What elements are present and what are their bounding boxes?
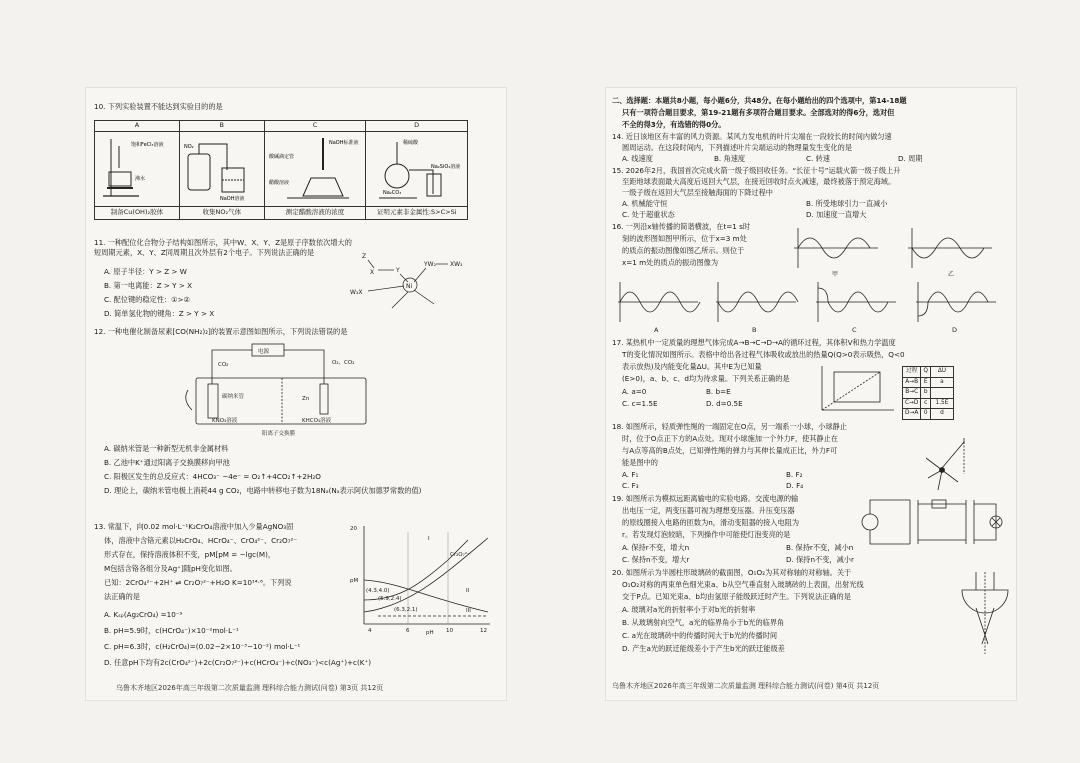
atom-z-top: Z xyxy=(362,253,367,260)
o2-co2-out-label: O₂、CO₂ xyxy=(332,360,355,366)
label-burette: 酸碱滴定管 xyxy=(269,153,295,160)
section-two-line-2: 只有一项符合题目要求，第19-21题有多项符合题目要求。全部选对的得6分，选对但 xyxy=(622,108,895,117)
label-naoh-standard: NaOH标准液 xyxy=(329,139,359,146)
exam-page-4 xyxy=(606,88,1016,700)
q13-stem-line-3: 形式存在，保持溶液体积不变，pM[pM = −lgc(M)， xyxy=(104,550,276,559)
q19-stem-4: r。若发现灯泡较暗，下列操作中可能使灯泡变亮的是 xyxy=(622,530,791,539)
carbon-nanotube-label: 碳纳米管 xyxy=(222,394,245,400)
gas-collection-diagram xyxy=(182,134,262,204)
x-axis-ph-label: pH xyxy=(426,630,434,636)
q15-option-c: C. 处于超重状态 xyxy=(622,210,675,219)
acid-strength-diagram xyxy=(369,134,465,204)
q18-stem-1: 18. 如图所示，轻质弹性绳的一端固定在O点，另一端系一小球，小球静止 xyxy=(612,422,848,431)
q13-stem-line-5: 已知：2CrO₄²⁻+2H⁺ ⇌ Cr₂O₇²⁻+H₂O K=10¹⁴·⁶。下列说 xyxy=(104,578,292,587)
q10-stem: 10. 下列实验装置不能达到实验目的的是 xyxy=(94,102,223,111)
q19-stem-1: 19. 如图所示为模拟远距离输电的实验电路。交流电源的输 xyxy=(612,494,799,503)
point-43-label: (4.3,4.0) xyxy=(366,588,390,594)
exam-page-3 xyxy=(86,88,506,700)
q10-apparatus-d xyxy=(366,131,468,206)
atom-x-left: X xyxy=(370,269,375,276)
q19-stem-3: 的原线圈接入电路的匝数为n，滑动变阻器的接入电阻为 xyxy=(622,518,800,527)
q16-stem-4: x=1 m处的质点的振动图像为 xyxy=(622,258,719,267)
q14-option-b: B. 角速度 xyxy=(714,154,746,163)
q17-vt-cycle-graph xyxy=(816,364,896,416)
q19-transmission-circuit xyxy=(856,494,1006,550)
q18-stem-4: 能是图中的 xyxy=(622,458,658,467)
q12-electrolysis-cell xyxy=(182,340,382,438)
page-4-footer: 乌鲁木齐地区2026年高三年级第二次质量监测 理科综合能力测试(问卷) 第4页 共12页 xyxy=(612,682,880,690)
q17-option-c: C. c=1.5E xyxy=(622,399,658,408)
q19-option-d: D. 保持n不变，减小r xyxy=(786,555,854,564)
q10-caption-b: 收集NO₂气体 xyxy=(179,206,264,219)
q13-option-d: D. 任意pH下均有2c(CrO₄²⁻)+2c(Cr₂O₇²⁻)+c(HCrO₄⁻)+c(NO₃⁻)<c(Ag⁺)+c(K⁺) xyxy=(104,658,372,667)
label-no2: NO₂ xyxy=(183,143,194,150)
khco3-solution-label: KHCO₃溶液 xyxy=(302,418,332,424)
q13-stem-line-1: 13. 常温下，向0.02 mol·L⁻¹K₂CrO₄溶液中加入少量AgNO₃固 xyxy=(94,522,294,531)
q13-stem-line-4: M包括含铬各组分及Ag⁺]随pH变化如图。 xyxy=(104,564,237,573)
label-fecl3: 饱和FeCl₃溶液 xyxy=(130,141,164,148)
q15-option-d: D. 加速度一直增大 xyxy=(806,210,867,219)
q18-stem-3: 与A点等高的B点处，已知弹性绳的弹力与其伸长量成正比，外力F可 xyxy=(622,446,838,455)
point-59-label: (5.9,2.4) xyxy=(378,596,402,602)
q15-stem-1: 15. 2026年2月，我国首次完成火箭一级子级回收任务。“长征十号”运载火箭一级子级上升 xyxy=(612,166,901,175)
q14-stem-2: 圆周运动。在这段时间内，下列描述叶片尖端运动的物理量发生变化的是 xyxy=(622,143,853,152)
q17-row2-du xyxy=(930,388,953,399)
q10-header-b: B xyxy=(179,121,264,132)
q10-caption-d: 证明元素非金属性:S>C>Si xyxy=(366,206,468,219)
group-xw3: XW₃ xyxy=(450,261,463,268)
q20-semicylinder-glass xyxy=(958,568,1012,658)
q13-option-c: C. pH=6.3时，c(H₂CrO₄)=(0.02−2×10⁻³−10⁻²) mol·L⁻¹ xyxy=(104,642,301,651)
q17-energy-table xyxy=(902,366,954,420)
q16-choice-c: C xyxy=(852,326,857,334)
q17-row4-q: 0 xyxy=(921,409,931,420)
q10-apparatus-c xyxy=(264,131,366,206)
q17-stem-3: 表示放热)及内能变化量ΔU。其中E为已知量 xyxy=(622,362,762,371)
q17-row1-process: A→B xyxy=(903,377,921,388)
q17-row3-q: c xyxy=(921,398,931,409)
q16-choice-d: D xyxy=(952,326,958,334)
q17-row3-du: 1.5E xyxy=(930,398,953,409)
q10-apparatus-b xyxy=(179,131,264,206)
q20-option-d: D. 产生a光的跃迁能级差小于产生b光的跃迁能级差 xyxy=(622,644,785,653)
q18-option-c: C. F₃ xyxy=(622,481,639,490)
label-boiling-water: 沸水 xyxy=(134,175,145,182)
section-two-line-3: 不全的得3分，有选错的得0分。 xyxy=(622,120,726,129)
q17-head-du: ΔU xyxy=(930,367,953,378)
q17-row3-process: C→D xyxy=(903,398,921,409)
curve-cr2o7-label: Cr₂O₇²⁻ xyxy=(450,552,470,558)
curve-iii-label: III xyxy=(466,608,471,614)
q16-stem-3: 的质点的振动图像如图乙所示。则位于 xyxy=(622,246,745,255)
label-acetic-acid: 醋酸溶液 xyxy=(269,179,290,186)
q20-option-b: B. 从玻璃射向空气，a光的临界角小于b光的临界角 xyxy=(622,618,785,627)
q18-option-a: A. F₁ xyxy=(622,470,639,479)
page-3-footer: 乌鲁木齐地区2026年高三年级第二次质量监测 理科综合能力测试(问卷) 第3页 共12页 xyxy=(116,684,384,692)
titration-diagram xyxy=(267,134,363,204)
x-tick-12: 12 xyxy=(480,628,487,634)
q11-option-d: D. 简单氢化物的键角：Z > Y > X xyxy=(104,309,215,318)
q18-option-d: D. F₄ xyxy=(786,481,804,490)
wave-figure-jia: 甲 xyxy=(832,271,839,278)
q16-choice-a: A xyxy=(654,326,659,334)
q17-row1-q: E xyxy=(921,377,931,388)
q12-option-b: B. 乙池中K⁺通过阳离子交换膜移向甲池 xyxy=(104,458,230,467)
hot-plate-beaker-diagram xyxy=(97,134,177,204)
x-tick-6: 6 xyxy=(406,628,410,634)
q15-stem-2: 至距地球表面最大高度后返回大气层，在接近回收时点火减速，最终被落于预定海域。 xyxy=(622,177,896,186)
q12-option-a: A. 碳纳米管是一种新型无机非金属材料 xyxy=(104,444,229,453)
q15-stem-3: 一级子级在返回大气层至接触海面的下降过程中 xyxy=(622,188,773,197)
q17-stem-1: 17. 某热机中一定质量的理想气体完成A→B→C→D→A的循环过程，其体积V和热力学温度 xyxy=(612,338,896,347)
q11-stem: 11. 一种配位化合物分子结构如图所示，其中W、X、Y、Z是原子序数依次增大的短周期元素，X、Y、Z同周期且次外层有2个电子。下列说法正确的是 xyxy=(94,238,352,257)
q19-option-c: C. 保持n不变，增大r xyxy=(622,555,690,564)
q11-option-a: A. 原子半径：Y > Z > W xyxy=(104,267,187,276)
curve-i-label: I xyxy=(428,536,430,542)
q17-option-d: D. d=0.5E xyxy=(706,399,743,408)
q10-apparatus-a xyxy=(95,131,180,206)
q13-option-b: B. pH=5.9时，c(HCrO₄⁻)×10⁻²mol·L⁻¹ xyxy=(104,626,239,635)
q19-stem-2: 出电压一定，两变压器可视为理想变压器。升压变压器 xyxy=(622,506,795,515)
x-tick-4: 4 xyxy=(368,628,372,634)
q11-option-b: B. 第一电离能：Z > Y > X xyxy=(104,281,193,290)
q20-stem-3: 交于P点。已知光束a、b均由氢原子能级跃迁时产生。下列说法正确的是 xyxy=(622,592,851,601)
y-tick-20: 20 xyxy=(350,526,357,532)
q14-stem-1: 14. 近日该地区有丰富的风力资源。某风力发电机的叶片尖端在一段较长的时间内做匀速 xyxy=(612,132,892,141)
section-two-line-1: 二、选择题：本题共8小题，每小题6分，共48分。在每小题给出的四个选项中，第14-18题 xyxy=(612,96,907,105)
y-axis-pm-label: pM xyxy=(350,578,359,584)
q17-stem-4: (E>0)，a、b、c、d均为待求量。下列关系正确的是 xyxy=(622,374,790,383)
co2-in-label: CO₂ xyxy=(218,362,229,368)
q16-wave-figures xyxy=(788,224,1008,278)
q13-pm-ph-graph xyxy=(348,520,498,638)
q12-option-c: C. 阳极区发生的总反应式：4HCO₃⁻ −4e⁻ = O₂↑+4CO₂↑+2H₂O xyxy=(104,472,321,481)
x-tick-10: 10 xyxy=(446,628,453,634)
q10-caption-a: 制备Cu(OH)₂胶体 xyxy=(95,206,180,219)
cation-membrane-label: 阳离子交换膜 xyxy=(262,431,296,437)
zn-electrode-label: Zn xyxy=(302,396,310,402)
q17-option-b: B. b=E xyxy=(706,387,731,396)
q10-header-d: D xyxy=(366,121,468,132)
q10-header-c: C xyxy=(264,121,366,132)
q14-option-a: A. 线速度 xyxy=(622,154,653,163)
q18-force-diagram xyxy=(924,434,982,494)
q17-row2-q: b xyxy=(921,388,931,399)
q16-stem-2: 刻的波形图如图甲所示，位于x=3 m处 xyxy=(622,234,747,243)
q19-option-b: B. 保持r不变，减小n xyxy=(786,543,854,552)
group-w3x: W₃X xyxy=(350,289,363,296)
label-na2co3: Na₂CO₃ xyxy=(382,189,401,196)
q10-caption-c: 测定醋酸溶液的浓度 xyxy=(264,206,366,219)
q17-row4-process: D→A xyxy=(903,409,921,420)
q20-option-c: C. a光在玻璃砖中的传播时间大于b光的传播时间 xyxy=(622,631,778,640)
q17-stem-2: T的变化情况如图所示。表格中给出各过程气体吸收或放出的热量Q(Q>0表示吸热，Q<0 xyxy=(622,350,905,359)
q14-option-c: C. 转速 xyxy=(806,154,830,163)
wave-figure-yi: 乙 xyxy=(948,271,955,278)
q17-row4-du: d xyxy=(930,409,953,420)
q17-head-process: 过程 xyxy=(903,367,921,378)
q12-option-d: D. 理论上，碳纳米管电极上消耗44 g CO₂，电路中转移电子数为18Nₐ(Nₐ表示阿伏加德罗常数的值) xyxy=(104,486,422,495)
q18-stem-2: 时，位于O点正下方的A点处。现对小球施加一个外力F，使其静止在 xyxy=(622,434,838,443)
q15-option-b: B. 所受地球引力一直减小 xyxy=(806,199,888,208)
q13-option-a: A. Kₛₚ(Ag₂CrO₄) =10⁻⁹ xyxy=(104,610,183,619)
q10-apparatus-table xyxy=(94,120,468,220)
q10-header-a: A xyxy=(95,121,180,132)
atom-y: Y xyxy=(396,267,400,274)
q17-option-a: A. a=0 xyxy=(622,387,647,396)
q16-answer-graphs xyxy=(612,280,1012,334)
q20-stem-2: O₁O₂对称的两束单色细光束a、b从空气垂直射入玻璃砖的上表面，出射光线 xyxy=(622,580,864,589)
q20-option-a: A. 玻璃对a光的折射率小于对b光的折射率 xyxy=(622,605,756,614)
kno3-solution-label: KNO₃溶液 xyxy=(212,418,238,424)
q15-option-a: A. 机械能守恒 xyxy=(622,199,668,208)
q18-option-b: B. F₂ xyxy=(786,470,803,479)
q19-option-a: A. 保持r不变，增大n xyxy=(622,543,690,552)
q17-row2-process: B→C xyxy=(903,388,921,399)
label-naoh: NaOH溶液 xyxy=(219,195,245,202)
q16-stem-1: 16. 一列沿x轴传播的简谐横波，在t=1 s时 xyxy=(612,222,751,231)
q14-option-d: D. 周期 xyxy=(898,154,923,163)
q12-stem: 12. 一种电催化制备尿素[CO(NH₂)₂]的装置示意图如图所示，下列说法错误的是 xyxy=(94,327,348,336)
atom-ni: Ni xyxy=(406,283,413,290)
q16-choice-b: B xyxy=(752,326,757,334)
q20-stem-1: 20. 如图所示为半圆柱形玻璃砖的截面图，O₁O₂为其对称轴的对称轴。关于 xyxy=(612,568,852,577)
label-dilute-h2so4: 稀硫酸 xyxy=(402,139,418,146)
group-yw2: YW₂ xyxy=(424,261,437,268)
q11-molecule-structure xyxy=(348,248,478,322)
point-63-label: (6.3,2.1) xyxy=(394,607,418,613)
q17-row1-du: a xyxy=(930,377,953,388)
power-source-label: 电源 xyxy=(258,349,270,355)
q13-stem-line-2: 体，溶液中含铬元素以H₂CrO₄、HCrO₄⁻、CrO₄²⁻、Cr₂O₇²⁻ xyxy=(104,536,298,545)
q13-stem-line-6: 法正确的是 xyxy=(104,592,140,601)
curve-ii-label: II xyxy=(466,588,470,594)
q17-head-q: Q xyxy=(921,367,931,378)
label-na2sio3: Na₂SiO₃溶液 xyxy=(430,163,460,170)
q11-option-c: C. 配位键的稳定性：①>② xyxy=(104,295,190,304)
